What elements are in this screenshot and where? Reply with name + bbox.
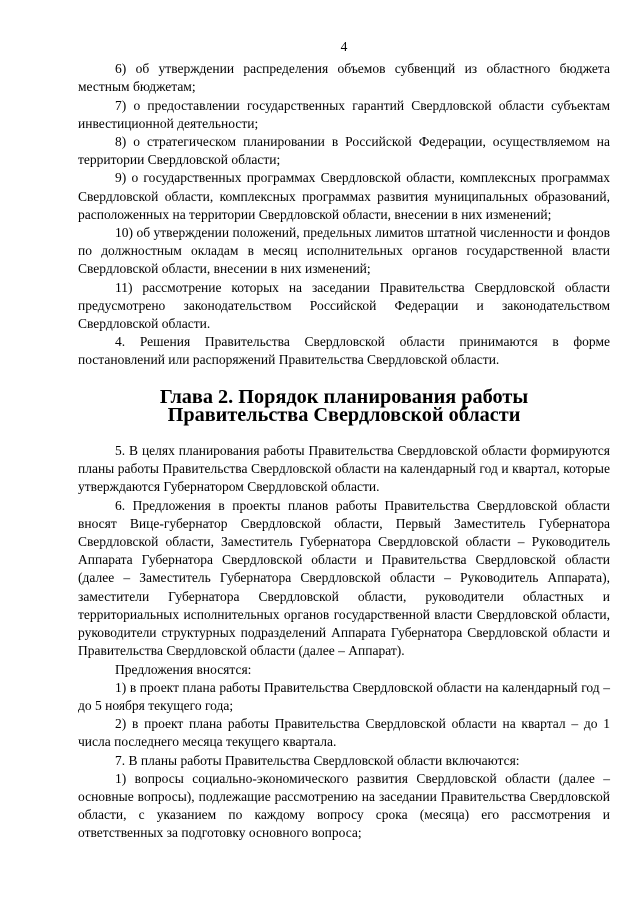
paragraph-item-8: 8) о стратегическом планировании в Российской Федерации, осуществляемом на территории Свердловской области; [78, 134, 610, 168]
paragraph-proposal-1: 1) в проект плана работы Правительства Свердловской области на календарный год – до 5 ноября текущего года; [78, 679, 610, 713]
document-page [78, 38, 610, 843]
paragraph-item-6: 6) об утверждении распределения объемов субвенций из областного бюджета местным бюджетам; [78, 61, 610, 95]
paragraph-section-7: 7. В планы работы Правительства Свердловской области включаются: [115, 752, 520, 768]
chapter-title [78, 385, 610, 426]
paragraph-item-10: 10) об утверждении положений, предельных лимитов штатной численности и фондов по должностным окладам в месяц исполнительных органов государственной власти Свердловской области, внесении в них изменений; [78, 225, 610, 277]
paragraph-section-6: 6. Предложения в проекты планов работы Правительства Свердловской области вносят Вице-губернатор Свердловской области, Первый Заместитель Губернатора Свердловской области, Заместитель Губернатора Свердловской области – Руководитель Аппарата Губернатора Свердловской области и Правительства Свердловской области (далее – Заместитель Губернатора Свердловской области – Руководитель Аппарата), заместители Губернатора Свердловской области, руководители областных и территориальных исполнительных органов государственной власти Свердловской области, руководители структурных подразделений Аппарата Губернатора Свердловской области и Правительства Свердловской области (далее – Аппарат). [78, 497, 610, 659]
spacer [78, 370, 610, 388]
paragraph-proposal-2: 2) в проект плана работы Правительства Свердловской области на квартал – до 1 числа последнего месяца текущего квартала. [78, 716, 610, 750]
paragraph-plan-item-1: 1) вопросы социально-экономического развития Свердловской области (далее – основные вопросы), подлежащие рассмотрению на заседании Правительства Свердловской области, с указанием по каждому вопросу срока (месяца) его рассмотрения и ответственных за подготовку основного вопроса; [78, 770, 610, 841]
paragraph-section-4: 4. Решения Правительства Свердловской области принимаются в форме постановлений или распоряжений Правительства Свердловской области. [78, 334, 610, 368]
chapter-title-line-1: Глава 2. Порядок планирования работы [159, 385, 529, 408]
paragraph-item-7: 7) о предоставлении государственных гарантий Свердловской области субъектам инвестиционной деятельности; [78, 97, 610, 131]
paragraph-item-11: 11) рассмотрение которых на заседании Правительства Свердловской области предусмотрено законодательством Российской Федерации и законодательством Свердловской области. [78, 279, 610, 332]
page-number: 4 [340, 39, 348, 54]
spacer [78, 424, 610, 442]
chapter-title-line-2: Правительства Свердловской области [167, 403, 521, 426]
paragraph-item-9: 9) о государственных программах Свердловской области, комплексных программах Свердловской области, комплексных программах развития муниципальных образований, расположенных на территории Свердловской области, внесении в них изменений; [78, 170, 610, 222]
paragraph-proposals-intro: Предложения вносятся: [115, 661, 252, 677]
paragraph-section-5: 5. В целях планирования работы Правительства Свердловской области формируются планы работы Правительства Свердловской области на календарный год и квартал, которые утверждаются Губернатором Свердловской области. [78, 443, 610, 495]
